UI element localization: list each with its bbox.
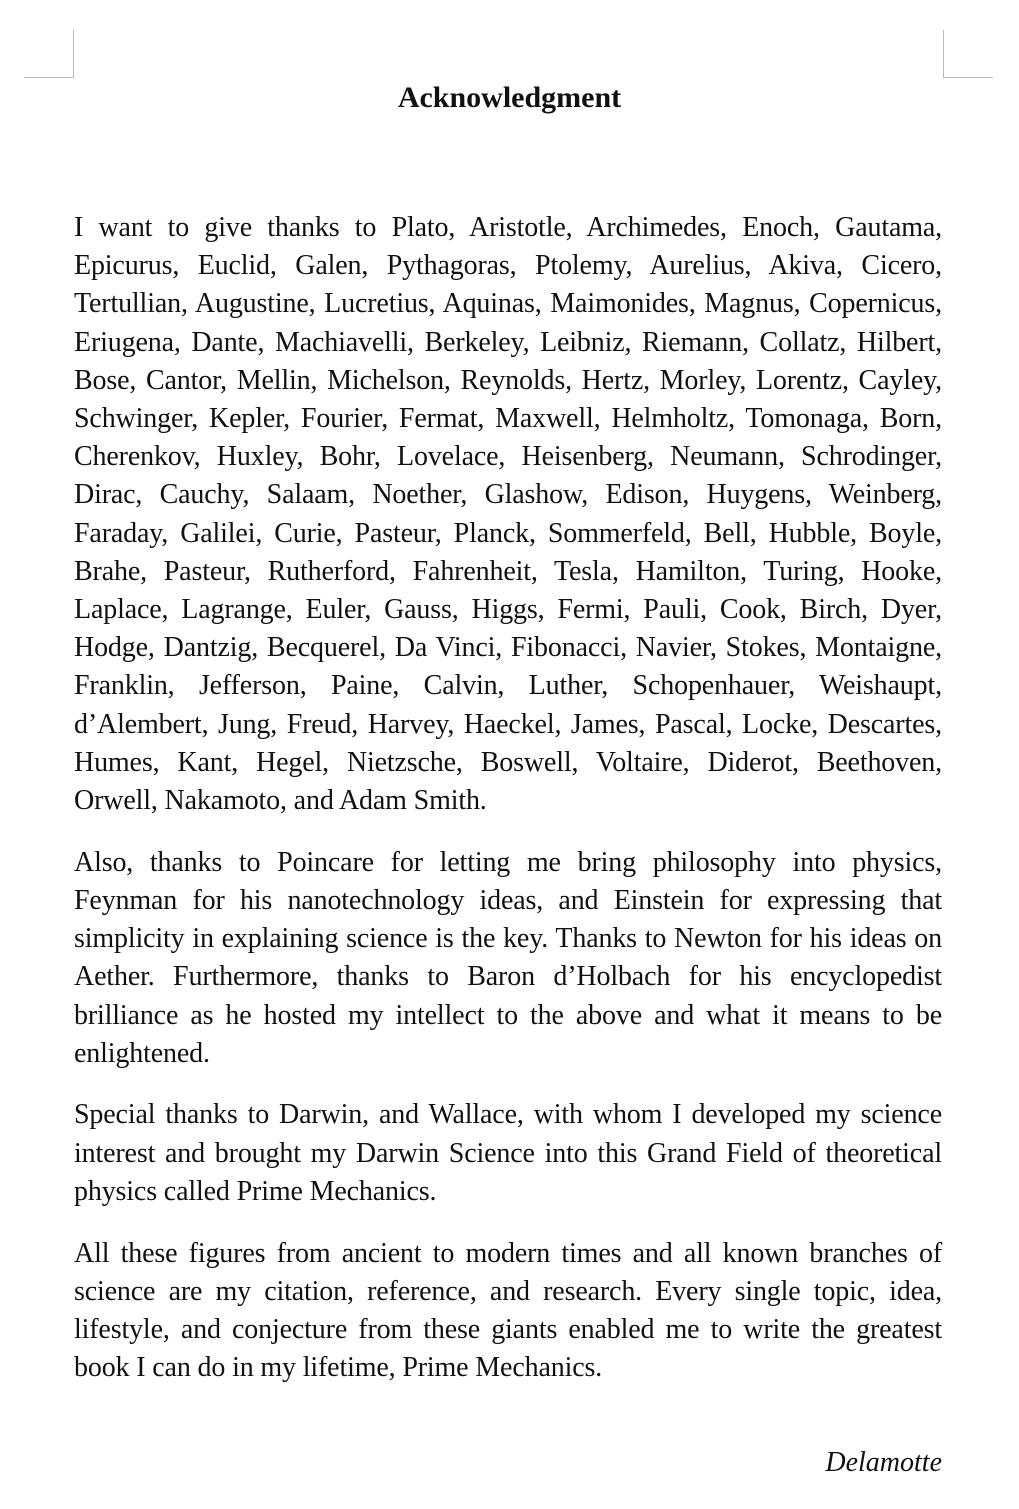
crop-mark-top-right [943, 30, 993, 78]
crop-mark-top-left [24, 30, 74, 78]
page-title: Acknowledgment [397, 81, 622, 114]
paragraph-thanks-list: I want to give thanks to Plato, Aristotle, Archimedes, Enoch, Gautama, Epicurus, Euclid, Galen, Pythagoras, Ptolemy, Aurelius, Akiva, Cicero, Tertullian, Augustine, Lucretius, Aquinas, Maimonides, Magnus, Copernicus, Eriugena, Dante, Machiavelli, Berkeley, Leibniz, Riemann, Collatz, Hilbert, Bose, Cantor, Mellin, Michelson, Reynolds, Hertz, Morley, Lorentz, Cayley, Schwinger, Kepler, Fourier, Fermat, Maxwell, Helmholtz, Tomonaga, Born, Cherenkov, Huxley, Bohr, Lovelace, Heisenberg, Neumann, Schrodinger, Dirac, Cauchy, Salaam, Noether, Glashow, Edison, Huygens, Weinberg, Faraday, Galilei, Curie, Pasteur, Planck, Sommerfeld, Bell, Hubble, Boyle, Brahe, Pasteur, Rutherford, Fahrenheit, Tesla, Hamilton, Turing, Hooke, Laplace, Lagrange, Euler, Gauss, Higgs, Fermi, Pauli, Cook, Birch, Dyer, Hodge, Dantzig, Becquerel, Da Vinci, Fibonacci, Navier, Stokes, Montaigne, Franklin, Jefferson, Paine, Calvin, Luther, Schopenhauer, Weishaupt, d’Alembert, Jung, Freud, Harvey, Haeckel, James, Pascal, Locke, Descartes, Humes, Kant, Hegel, Nietzsche, Boswell, Voltaire, Diderot, Beethoven, Orwell, Nakamoto, and Adam Smith. [74, 212, 942, 817]
signature: Delamotte [825, 1447, 942, 1478]
paragraph-special-thanks: Special thanks to Darwin, and Wallace, with whom I developed my science interest and brought my Darwin Science into this Grand Field of theoretical physics called Prime Mechanics. [74, 1099, 942, 1207]
body-text [74, 209, 942, 1411]
paragraph-closing: All these figures from ancient to modern times and all known branches of science are my citation, reference, and research. Every single topic, idea, lifestyle, and conjecture from these giants enabled me to write the greatest book I can do in my lifetime, Prime Mechanics. [74, 1237, 942, 1384]
paragraph-physics-thanks: Also, thanks to Poincare for letting me bring philosophy into physics, Feynman for his nanotechnology ideas, and Einstein for expressing that simplicity in explaining science is the key. Thanks to Newton for his ideas on Aether. Furthermore, thanks to Baron d’Holbach for his encyclopedist brilliance as he hosted my intellect to the above and what it means to be enlightened. [74, 846, 942, 1069]
